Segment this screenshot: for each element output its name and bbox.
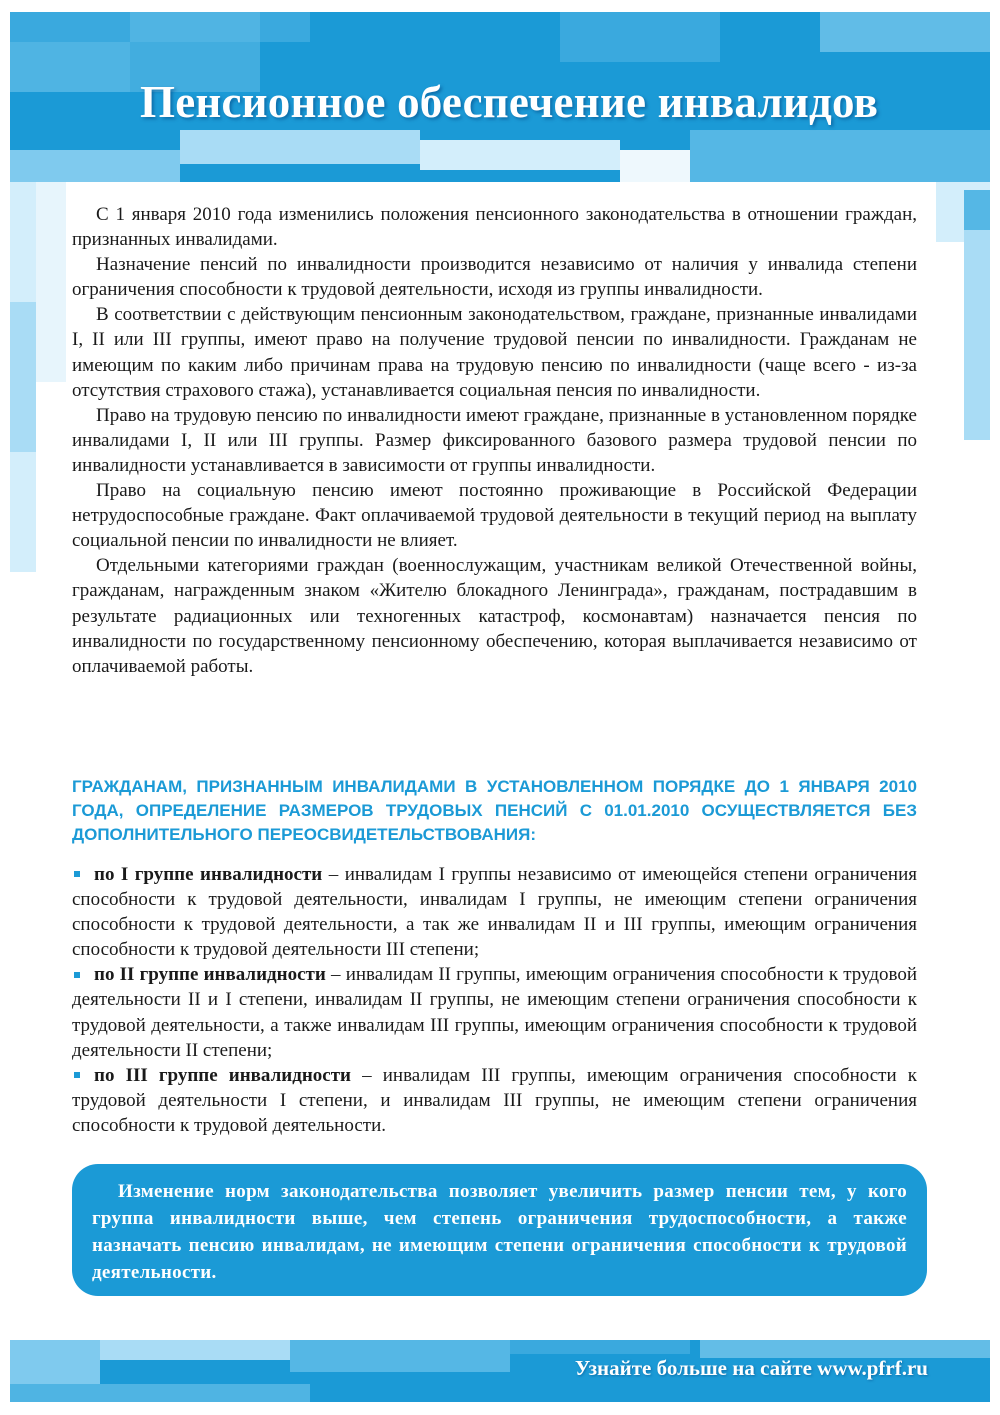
paragraph: Назначение пенсий по инвалидности производится независимо от наличия у инвалида степени ограничения способности к трудовой деятельности, исходя из группы инвалидности. bbox=[72, 254, 917, 301]
side-tile bbox=[36, 182, 66, 382]
side-tile bbox=[964, 190, 990, 230]
group-label: по II группе инвалидности bbox=[94, 964, 326, 986]
section-heading: ГРАЖДАНАМ, ПРИЗНАННЫМ ИНВАЛИДАМИ В УСТАНОВЛЕННОМ ПОРЯДКЕ ДО 1 ЯНВАРЯ 2010 ГОДА, ОПРЕДЕЛЕНИЕ РАЗМЕРОВ ТРУДОВЫХ ПЕНСИЙ С 01.01.2010 ОСУЩЕСТВЛЯЕТСЯ БЕЗ ДОПОЛНИТЕЛЬНОГО ПЕРЕОСВИДЕТЕЛЬСТВОВАНИЯ: bbox=[72, 777, 917, 844]
list-item bbox=[72, 1063, 917, 1138]
group-label: по I группе инвалидности bbox=[94, 864, 323, 885]
paragraph: Право на трудовую пенсию по инвалидности имеют граждане, признанные в установленном порядке инвалидами I, II или III группы. Размер фиксированного базового размера трудовой пенсии по инвалидности устанавливается в зависимости от группы инвалидности. bbox=[72, 404, 917, 476]
paragraph: Отдельными категориями граждан (военнослужащим, участникам великой Отечественной войны, гражданам, награжденным знаком «Жителю блокадного Ленинграда», гражданам, пострадавшим в результате радиационных или техногенных катастроф, космонавтам) назначается пенсия по инвалидности по государственному пенсионному обеспечению, которая выплачивается независимо от оплачиваемой работы. bbox=[72, 555, 917, 677]
list-item bbox=[72, 862, 917, 962]
header-tile bbox=[10, 42, 130, 92]
page-title: Пенсионное обеспечение инвалидов bbox=[140, 77, 879, 127]
list-item bbox=[72, 962, 917, 1062]
header-tile bbox=[560, 12, 720, 62]
group-label: по III группе инвалидности bbox=[94, 1064, 351, 1086]
header-tile bbox=[820, 12, 990, 52]
bullet-icon bbox=[74, 1072, 80, 1078]
group-text: – инвалидам III группы, имеющим ограничения способности к трудовой деятельности I степени, и инвалидам III группы, не имеющим степени ограничения способности к трудовой деятельности. bbox=[72, 1064, 917, 1136]
body-text bbox=[72, 202, 917, 679]
side-tile bbox=[10, 302, 36, 452]
header-tile bbox=[10, 150, 180, 182]
footer-tile bbox=[100, 1340, 290, 1360]
footer-link-text: Узнайте больше на сайте www.pfrf.ru bbox=[574, 1356, 928, 1380]
footer-tile bbox=[510, 1340, 690, 1354]
bullet-icon bbox=[74, 871, 80, 877]
header-tile bbox=[620, 150, 700, 182]
paragraph: Право на социальную пенсию имеют постоянно проживающие в Российской Федерации нетрудоспособные граждане. Факт оплачиваемой трудовой деятельности в текущий период на выплату социальной пенсии по инвалидности не влияет. bbox=[72, 480, 917, 552]
side-tile bbox=[10, 182, 36, 302]
header-tile bbox=[690, 130, 990, 182]
bullet-icon bbox=[74, 972, 80, 978]
paragraph: В соответствии с действующим пенсионным законодательством, граждане, признанные инвалидами I, II или III группы, имеют право на получение трудовой пенсии по инвалидности. Гражданам не имеющим по каким либо причинам права на трудовую пенсию по инвалидности (чаще всего - из-за отсутствия страхового стажа), устанавливается социальная пенсия по инвалидности. bbox=[72, 304, 917, 401]
callout-text: Изменение норм законодательства позволяет увеличить размер пенсии тем, у кого группа инвалидности выше, чем степень ограничения трудоспособности, а также назначать пенсию инвалидам, не имеющим степени ограничения способности к трудовой деятельности. bbox=[92, 1181, 907, 1283]
paragraph: С 1 января 2010 года изменились положения пенсионного законодательства в отношении граждан, признанных инвалидами. bbox=[72, 204, 917, 251]
footer-tile bbox=[10, 1384, 310, 1402]
callout-box bbox=[72, 1164, 927, 1296]
group-text: – инвалидам I группы независимо от имеющейся степени ограничения способности к трудовой деятельности, инвалидам I группы, не имеющим степени ограничения способности к трудовой деятельности, а так же инвалидам II и III группы, имеющим ограничения способности к трудовой деятельности III степени; bbox=[72, 864, 917, 961]
header-tile bbox=[180, 130, 420, 164]
side-tile bbox=[10, 452, 36, 572]
header-tile bbox=[420, 140, 620, 170]
footer-tile bbox=[290, 1340, 510, 1372]
group-text: – инвалидам II группы, имеющим ограничения способности к трудовой деятельности II и I степени, инвалидам II группы, не имеющим степени ограничения способности к трудовой деятельности, а также инвалидам III группы, имеющим ограничения способности к трудовой деятельности II степени; bbox=[72, 964, 918, 1061]
group-list bbox=[72, 862, 917, 1138]
